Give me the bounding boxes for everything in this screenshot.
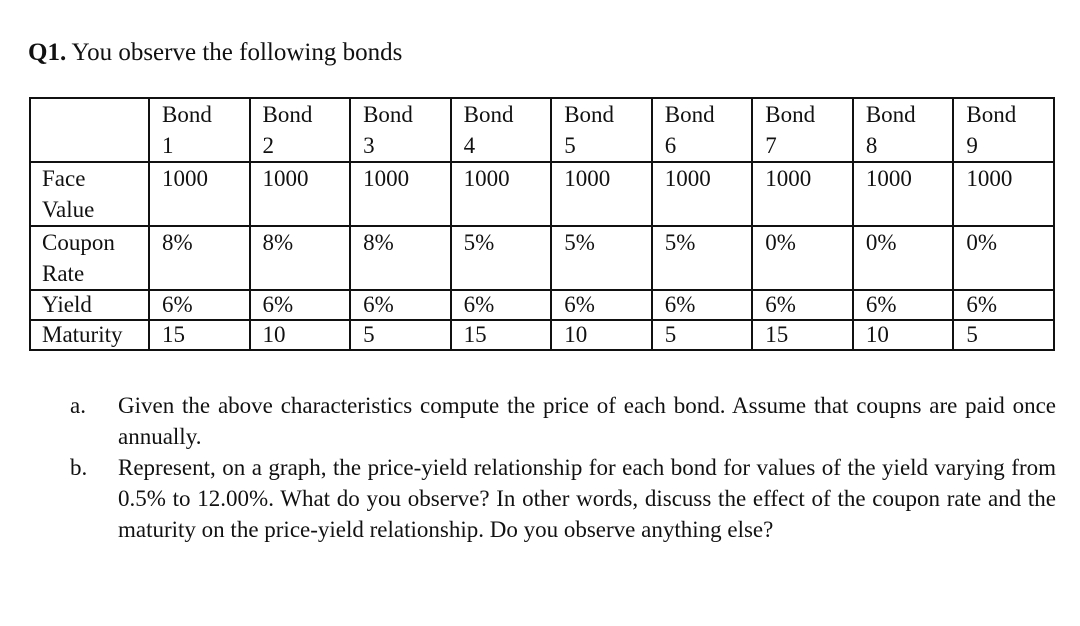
header-cell-bond-3: Bond 3 [350, 98, 451, 162]
table-cell: 1000 [652, 162, 753, 226]
table-cell: 0% [853, 226, 954, 290]
table-cell: 6% [250, 290, 351, 320]
table-cell: 6% [149, 290, 250, 320]
table-cell: 5 [652, 320, 753, 350]
header-cell-bond-2: Bond 2 [250, 98, 351, 162]
table-cell: 10 [250, 320, 351, 350]
table-cell: 1000 [953, 162, 1054, 226]
table-cell: 1000 [551, 162, 652, 226]
table-cell: 1000 [451, 162, 552, 226]
table-cell: 6% [350, 290, 451, 320]
table-cell: 1000 [250, 162, 351, 226]
table-cell: 6% [752, 290, 853, 320]
question-heading [28, 38, 402, 68]
table-row-maturity [30, 320, 1054, 350]
table-cell: 6% [652, 290, 753, 320]
table-cell: 1000 [350, 162, 451, 226]
header-cell-bond-7: Bond 7 [752, 98, 853, 162]
table-row-yield [30, 290, 1054, 320]
row-label-yield: Yield [30, 290, 149, 320]
table-row-face-value [30, 162, 1054, 226]
header-cell-bond-9: Bond 9 [953, 98, 1054, 162]
table-cell: 5% [551, 226, 652, 290]
table-cell: 5 [350, 320, 451, 350]
table-cell: 0% [752, 226, 853, 290]
table-cell: 6% [853, 290, 954, 320]
table-cell: 6% [953, 290, 1054, 320]
table-cell: 1000 [752, 162, 853, 226]
table-cell: 5% [451, 226, 552, 290]
table-cell: 6% [551, 290, 652, 320]
header-cell-bond-1: Bond 1 [149, 98, 250, 162]
table-row-coupon-rate [30, 226, 1054, 290]
list-item [70, 452, 1056, 545]
bonds-table [29, 97, 1055, 351]
table-cell: 8% [250, 226, 351, 290]
list-item [70, 390, 1056, 452]
table-cell: 1000 [853, 162, 954, 226]
table-cell: 15 [451, 320, 552, 350]
header-cell-bond-4: Bond 4 [451, 98, 552, 162]
table-cell: 0% [953, 226, 1054, 290]
table-cell: 5% [652, 226, 753, 290]
list-marker-a: a. [70, 393, 86, 418]
subquestion-list [70, 390, 1056, 545]
question-number: Q1. [28, 39, 67, 66]
header-cell-bond-5: Bond 5 [551, 98, 652, 162]
subquestion-b-text: Represent, on a graph, the price-yield relationship for each bond for values of the yield varying from 0.5% to 12.00%. What do you observe? In other words, discuss the effect of the coupon rate and the maturity on the price-yield relationship. Do you observe anything else? [118, 455, 1056, 542]
table-cell: 15 [752, 320, 853, 350]
subquestion-a-text: Given the above characteristics compute the price of each bond. Assume that coupns are paid once annually. [118, 393, 1056, 449]
list-marker-b: b. [70, 455, 88, 480]
table-cell: 1000 [149, 162, 250, 226]
table-cell: 10 [551, 320, 652, 350]
table-cell: 6% [451, 290, 552, 320]
row-label-coupon-rate: Coupon Rate [30, 226, 149, 290]
row-label-face-value: Face Value [30, 162, 149, 226]
empty-corner-cell [30, 98, 149, 162]
header-cell-bond-6: Bond 6 [652, 98, 753, 162]
table-cell: 5 [953, 320, 1054, 350]
table-cell: 8% [149, 226, 250, 290]
table-cell: 8% [350, 226, 451, 290]
table-cell: 10 [853, 320, 954, 350]
header-cell-bond-8: Bond 8 [853, 98, 954, 162]
question-text: You observe the following bonds [71, 39, 403, 66]
table-header-row [30, 98, 1054, 162]
table-cell: 15 [149, 320, 250, 350]
row-label-maturity: Maturity [30, 320, 149, 350]
